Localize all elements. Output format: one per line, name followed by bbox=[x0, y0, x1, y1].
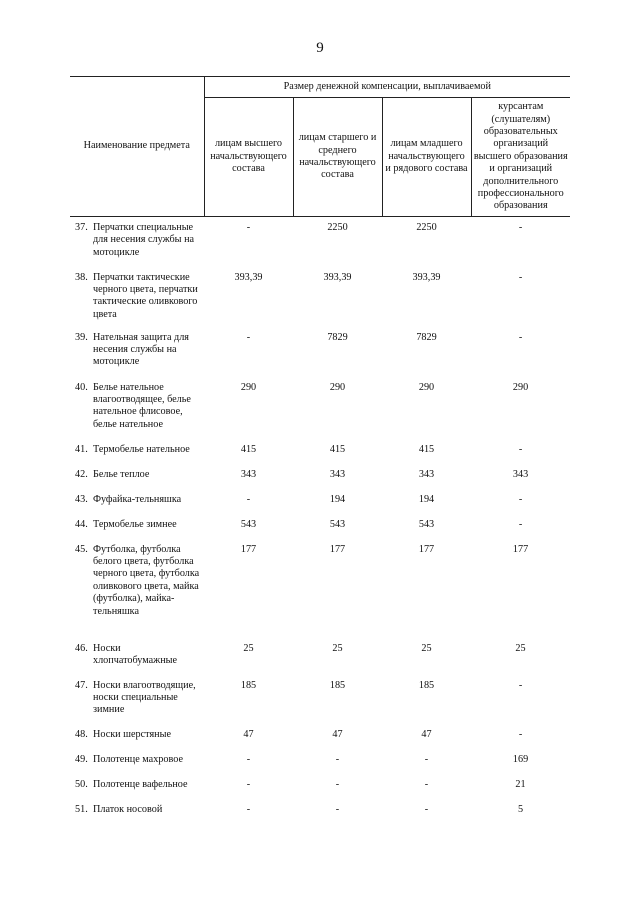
item-cell bbox=[70, 267, 204, 327]
item-name: Перчатки тактические черного цвета, перчатки тактические оливкового цвета bbox=[93, 271, 198, 320]
value-cell: 343 bbox=[329, 468, 346, 480]
item-number: 39. bbox=[75, 331, 88, 343]
item-cell bbox=[70, 638, 204, 675]
table-row bbox=[70, 675, 570, 724]
item-name: Белье теплое bbox=[93, 468, 150, 480]
value-cell: - bbox=[518, 518, 523, 530]
item-number: 37. bbox=[75, 222, 88, 233]
value-cell: 47 bbox=[421, 728, 432, 740]
value-cell: - bbox=[246, 493, 251, 505]
value-cell: 177 bbox=[418, 543, 435, 555]
table-row bbox=[70, 638, 570, 675]
value-cell: 7829 bbox=[327, 331, 348, 343]
value-cell: - bbox=[246, 753, 251, 765]
value-cell: 290 bbox=[240, 381, 257, 393]
value-cell: 543 bbox=[418, 518, 435, 530]
table-row bbox=[70, 799, 570, 824]
value-cell: - bbox=[335, 803, 340, 815]
item-name: Футболка, футболка белого цвета, футболка черного цвета, футболка оливкового цвета, майка (футболка), майка-тельняшка bbox=[93, 543, 200, 617]
item-cell bbox=[70, 464, 204, 489]
value-cell: 21 bbox=[515, 778, 526, 790]
item-cell bbox=[70, 514, 204, 539]
item-cell bbox=[70, 439, 204, 464]
value-cell: 5 bbox=[517, 803, 524, 815]
item-name: Белье нательное влагоотводящее, белье нательное флисовое, белье нательное bbox=[93, 381, 191, 430]
item-number: 38. bbox=[75, 271, 88, 283]
value-cell: 169 bbox=[512, 753, 529, 765]
value-cell: - bbox=[246, 778, 251, 790]
item-name: Нательная защита для несения службы на мотоцикле bbox=[93, 331, 189, 368]
table-row bbox=[70, 377, 570, 439]
item-cell bbox=[70, 377, 204, 439]
value-cell: 415 bbox=[329, 443, 346, 455]
item-number: 50. bbox=[75, 778, 88, 790]
header-cadets: курсантам (слушателям) образовательных организаций высшего образования и организаций дополнительного профессионального образования bbox=[471, 98, 570, 217]
value-cell: 25 bbox=[243, 642, 254, 654]
table-row bbox=[70, 539, 570, 638]
value-cell: 543 bbox=[240, 518, 257, 530]
item-cell bbox=[70, 749, 204, 774]
header-junior-command: лицам младшего начальствующего и рядового состава bbox=[382, 98, 471, 217]
value-cell: 290 bbox=[512, 381, 529, 393]
value-cell: 393,39 bbox=[412, 271, 441, 283]
value-cell: - bbox=[518, 443, 523, 455]
item-number: 40. bbox=[75, 381, 88, 393]
table-row bbox=[70, 749, 570, 774]
value-cell: 47 bbox=[332, 728, 343, 740]
item-name: Фуфайка-тельняшка bbox=[93, 493, 182, 505]
item-cell bbox=[70, 774, 204, 799]
item-number: 45. bbox=[75, 543, 88, 555]
value-cell: - bbox=[518, 331, 523, 343]
value-cell: - bbox=[424, 803, 429, 815]
value-cell: 2250 bbox=[416, 222, 437, 233]
value-cell: - bbox=[335, 753, 340, 765]
value-cell: 290 bbox=[418, 381, 435, 393]
value-cell: 7829 bbox=[416, 331, 437, 343]
item-cell bbox=[70, 489, 204, 514]
value-cell: 185 bbox=[240, 679, 257, 691]
value-cell: - bbox=[424, 753, 429, 765]
value-cell: - bbox=[246, 331, 251, 343]
value-cell: - bbox=[518, 493, 523, 505]
value-cell: - bbox=[335, 778, 340, 790]
item-number: 51. bbox=[75, 803, 88, 815]
item-name: Носки шерстяные bbox=[93, 728, 171, 740]
value-cell: - bbox=[246, 222, 251, 233]
item-name: Носки хлопчатобумажные bbox=[93, 642, 178, 666]
item-cell bbox=[70, 799, 204, 824]
value-cell: 343 bbox=[512, 468, 529, 480]
header-senior-command: лицам высшего начальствующего состава bbox=[204, 98, 293, 217]
item-cell bbox=[70, 675, 204, 724]
item-cell bbox=[70, 539, 204, 638]
item-number: 49. bbox=[75, 753, 88, 765]
value-cell: 177 bbox=[512, 543, 529, 555]
item-cell bbox=[70, 724, 204, 749]
item-name: Носки влагоотводящие, носки специальные зимние bbox=[93, 679, 196, 716]
item-name: Полотенце махровое bbox=[93, 753, 183, 765]
table-row bbox=[70, 774, 570, 799]
value-cell: 393,39 bbox=[234, 271, 263, 283]
item-cell bbox=[70, 327, 204, 377]
item-cell bbox=[70, 217, 204, 267]
table-row bbox=[70, 464, 570, 489]
value-cell: - bbox=[518, 728, 523, 740]
item-number: 44. bbox=[75, 518, 88, 530]
value-cell: 2250 bbox=[327, 222, 348, 233]
value-cell: 543 bbox=[329, 518, 346, 530]
value-cell: - bbox=[518, 222, 523, 233]
value-cell: 290 bbox=[329, 381, 346, 393]
value-cell: 194 bbox=[329, 493, 346, 505]
value-cell: 25 bbox=[515, 642, 526, 654]
value-cell: 343 bbox=[418, 468, 435, 480]
value-cell: 393,39 bbox=[323, 271, 352, 283]
item-number: 48. bbox=[75, 728, 88, 740]
table-row bbox=[70, 724, 570, 749]
item-number: 43. bbox=[75, 493, 88, 505]
table-row bbox=[70, 217, 570, 267]
value-cell: 25 bbox=[421, 642, 432, 654]
value-cell: 194 bbox=[418, 493, 435, 505]
item-number: 41. bbox=[75, 443, 88, 455]
value-cell: - bbox=[246, 803, 251, 815]
value-cell: - bbox=[424, 778, 429, 790]
value-cell: 185 bbox=[329, 679, 346, 691]
header-compensation-group: Размер денежной компенсации, выплачиваемой bbox=[204, 77, 570, 98]
table-row bbox=[70, 267, 570, 327]
table-row bbox=[70, 514, 570, 539]
page-number: 9 bbox=[316, 40, 324, 56]
header-item-name: Наименование предмета bbox=[70, 77, 204, 217]
value-cell: 415 bbox=[418, 443, 435, 455]
item-name: Платок носовой bbox=[93, 803, 163, 815]
item-number: 46. bbox=[75, 642, 88, 654]
value-cell: 177 bbox=[240, 543, 257, 555]
value-cell: 177 bbox=[329, 543, 346, 555]
value-cell: 25 bbox=[332, 642, 343, 654]
item-name: Перчатки специальные для несения службы на мотоцикле bbox=[93, 222, 195, 258]
header-middle-command: лицам старшего и среднего начальствующего состава bbox=[293, 98, 382, 217]
item-number: 42. bbox=[75, 468, 88, 480]
value-cell: 343 bbox=[240, 468, 257, 480]
value-cell: - bbox=[518, 271, 523, 283]
value-cell: 185 bbox=[418, 679, 435, 691]
item-name: Термобелье нательное bbox=[93, 443, 190, 455]
value-cell: 47 bbox=[243, 728, 254, 740]
value-cell: 415 bbox=[240, 443, 257, 455]
item-name: Термобелье зимнее bbox=[93, 518, 177, 530]
table-row bbox=[70, 439, 570, 464]
value-cell: - bbox=[518, 679, 523, 691]
item-name: Полотенце вафельное bbox=[93, 778, 188, 790]
compensation-table bbox=[70, 76, 570, 824]
item-number: 47. bbox=[75, 679, 88, 691]
table-body bbox=[70, 217, 570, 824]
table-row bbox=[70, 327, 570, 377]
table-row bbox=[70, 489, 570, 514]
